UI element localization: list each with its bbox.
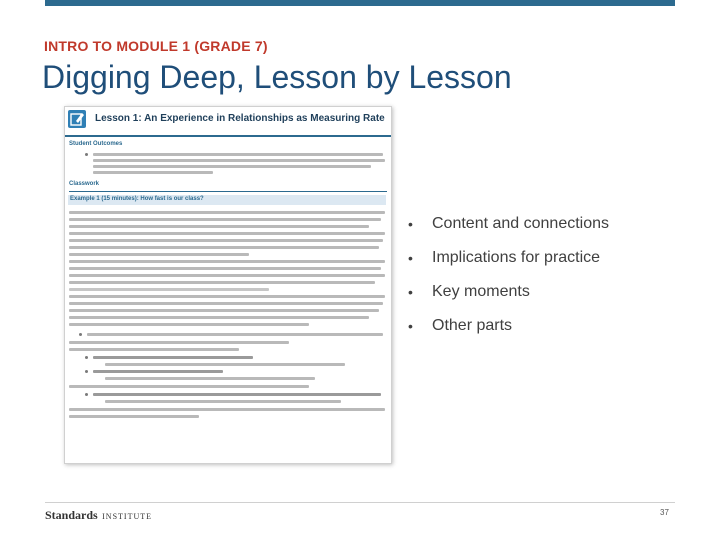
body-bullet	[85, 393, 88, 396]
page-number: 37	[660, 508, 669, 517]
body-text-line	[69, 316, 369, 319]
lesson-pencil-icon	[68, 110, 86, 128]
body-text-line	[69, 239, 383, 242]
lesson-title: Lesson 1: An Experience in Relationships as Measuring Rate	[95, 113, 385, 124]
body-text-line	[87, 333, 383, 336]
outcome-bullet	[85, 153, 88, 156]
body-text-line	[105, 363, 345, 366]
bullet-item	[408, 278, 609, 312]
body-text-line	[93, 370, 223, 373]
classwork-rule	[69, 191, 387, 192]
example-band	[68, 195, 386, 205]
body-text-line	[69, 309, 379, 312]
body-text-line	[69, 323, 309, 326]
body-text-line	[69, 211, 385, 214]
outcome-text-line	[93, 153, 383, 156]
body-text-line	[93, 356, 253, 359]
bullet-item	[408, 210, 609, 244]
body-text-line	[105, 377, 315, 380]
outcome-text-line	[93, 165, 371, 168]
body-text-line	[69, 408, 385, 411]
standards-institute-logo	[45, 506, 152, 524]
topic-bullet-list	[408, 210, 609, 346]
body-text-line	[69, 341, 289, 344]
bullet-dot-icon: •	[408, 284, 413, 300]
footer-divider	[45, 502, 675, 503]
body-text-line	[93, 393, 381, 396]
outcome-text-line	[93, 171, 213, 174]
body-bullet	[85, 356, 88, 359]
body-text-line	[69, 348, 239, 351]
body-text-line	[69, 232, 385, 235]
bullet-dot-icon: •	[408, 250, 413, 266]
outcome-text-line	[93, 159, 385, 162]
body-bullet	[85, 370, 88, 373]
bullet-text: Key moments	[432, 283, 530, 300]
slide-title: Digging Deep, Lesson by Lesson	[42, 59, 512, 95]
body-text-line	[69, 274, 385, 277]
bullet-text: Content and connections	[432, 215, 610, 232]
body-text-line	[69, 218, 381, 221]
body-text-line	[69, 288, 269, 291]
student-outcomes-heading: Student Outcomes	[69, 141, 123, 147]
body-text-line	[69, 267, 381, 270]
lesson-header	[65, 107, 391, 137]
body-text-line	[69, 281, 375, 284]
logo-main-text: Standards	[45, 508, 98, 522]
bullet-text: Implications for practice	[432, 249, 601, 266]
body-text-line	[69, 415, 199, 418]
bullet-dot-icon: •	[408, 216, 413, 232]
bullet-dot-icon: •	[408, 318, 413, 334]
bullet-item	[408, 244, 609, 278]
body-text-line	[69, 253, 249, 256]
body-text-line	[69, 225, 369, 228]
body-text-line	[69, 385, 309, 388]
body-text-line	[69, 246, 379, 249]
body-text-line	[69, 295, 385, 298]
body-text-line	[69, 302, 383, 305]
body-bullet	[79, 333, 82, 336]
example-label: Example 1 (15 minutes): How fast is our class?	[70, 196, 204, 202]
bullet-text: Other parts	[432, 317, 513, 334]
lesson-document-thumbnail	[64, 106, 392, 464]
body-text-line	[69, 260, 385, 263]
classwork-heading: Classwork	[69, 181, 100, 187]
bullet-item	[408, 312, 609, 346]
slide-kicker: INTRO TO MODULE 1 (GRADE 7)	[44, 38, 268, 54]
body-text-line	[105, 400, 341, 403]
top-accent-bar	[45, 0, 675, 6]
logo-sub-text: INSTITUTE	[102, 512, 153, 521]
